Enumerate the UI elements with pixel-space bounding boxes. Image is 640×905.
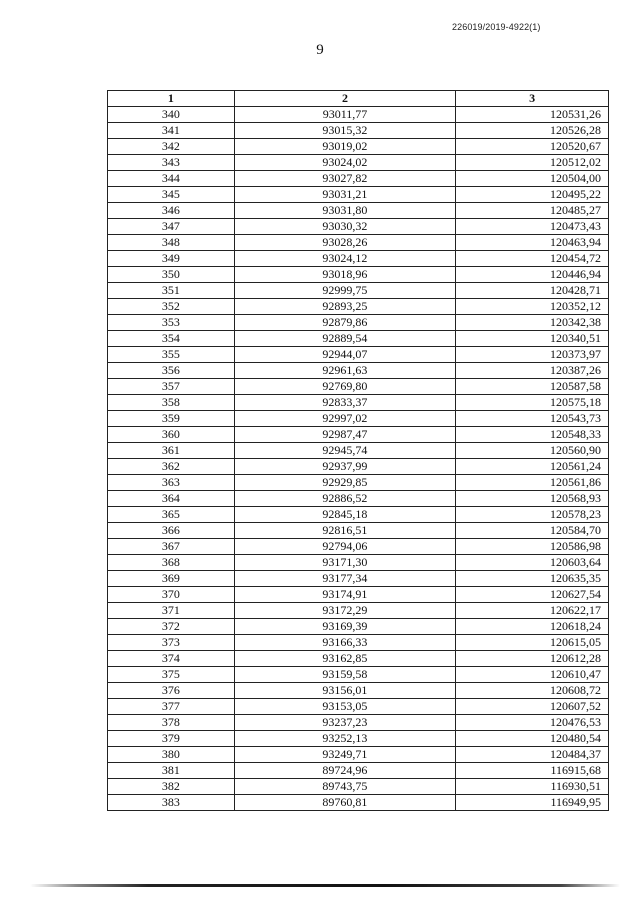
table-row [108,203,609,219]
point-number-cell: 347 [108,219,235,235]
y-coordinate-cell: 120560,90 [456,443,609,459]
x-coordinate-cell: 93030,32 [234,219,456,235]
table-row [108,763,609,779]
point-number-cell: 349 [108,251,235,267]
table-row [108,459,609,475]
point-number-cell: 382 [108,779,235,795]
y-coordinate-cell: 120568,93 [456,491,609,507]
y-coordinate-cell: 116930,51 [456,779,609,795]
point-number-cell: 362 [108,459,235,475]
y-coordinate-cell: 120485,27 [456,203,609,219]
table-row [108,635,609,651]
y-coordinate-cell: 120340,51 [456,331,609,347]
y-coordinate-cell: 120520,67 [456,139,609,155]
point-number-cell: 375 [108,667,235,683]
table-row [108,571,609,587]
table-row [108,379,609,395]
y-coordinate-cell: 120446,94 [456,267,609,283]
y-coordinate-cell: 120607,52 [456,699,609,715]
y-coordinate-cell: 120342,38 [456,315,609,331]
table-row [108,139,609,155]
x-coordinate-cell: 92886,52 [234,491,456,507]
point-number-cell: 363 [108,475,235,491]
table-row [108,155,609,171]
x-coordinate-cell: 89724,96 [234,763,456,779]
point-number-cell: 374 [108,651,235,667]
point-number-cell: 373 [108,635,235,651]
x-coordinate-cell: 92845,18 [234,507,456,523]
y-coordinate-cell: 120622,17 [456,603,609,619]
y-coordinate-cell: 120373,97 [456,347,609,363]
table-row [108,507,609,523]
point-number-cell: 358 [108,395,235,411]
y-coordinate-cell: 120531,26 [456,107,609,123]
y-coordinate-cell: 120612,28 [456,651,609,667]
table-row [108,363,609,379]
y-coordinate-cell: 120584,70 [456,523,609,539]
table-row [108,555,609,571]
point-number-cell: 377 [108,699,235,715]
table-row [108,667,609,683]
table-row [108,299,609,315]
point-number-cell: 361 [108,443,235,459]
header-row [108,91,609,107]
x-coordinate-cell: 93172,29 [234,603,456,619]
table-row [108,315,609,331]
y-coordinate-cell: 120586,98 [456,539,609,555]
x-coordinate-cell: 93174,91 [234,587,456,603]
y-coordinate-cell: 120352,12 [456,299,609,315]
x-coordinate-cell: 93031,21 [234,187,456,203]
y-coordinate-cell: 120548,33 [456,427,609,443]
table-row [108,683,609,699]
y-coordinate-cell: 120543,73 [456,411,609,427]
y-coordinate-cell: 120463,94 [456,235,609,251]
x-coordinate-cell: 89743,75 [234,779,456,795]
point-number-cell: 355 [108,347,235,363]
x-coordinate-cell: 93249,71 [234,747,456,763]
point-number-cell: 345 [108,187,235,203]
y-coordinate-cell: 120578,23 [456,507,609,523]
x-coordinate-cell: 92987,47 [234,427,456,443]
point-number-cell: 378 [108,715,235,731]
table-row [108,619,609,635]
x-coordinate-cell: 93162,85 [234,651,456,667]
point-number-cell: 359 [108,411,235,427]
point-number-cell: 342 [108,139,235,155]
y-coordinate-cell: 120428,71 [456,283,609,299]
table-row [108,187,609,203]
x-coordinate-cell: 93027,82 [234,171,456,187]
table-row [108,731,609,747]
x-coordinate-cell: 93031,80 [234,203,456,219]
point-number-cell: 366 [108,523,235,539]
table-row [108,699,609,715]
x-coordinate-cell: 92929,85 [234,475,456,491]
point-number-cell: 380 [108,747,235,763]
x-coordinate-cell: 93177,34 [234,571,456,587]
x-coordinate-cell: 93171,30 [234,555,456,571]
y-coordinate-cell: 120504,00 [456,171,609,187]
table-row [108,107,609,123]
table-row [108,779,609,795]
point-number-cell: 353 [108,315,235,331]
table-row [108,331,609,347]
table-row [108,411,609,427]
x-coordinate-cell: 93156,01 [234,683,456,699]
page-number: 9 [316,42,324,58]
table-row [108,347,609,363]
point-number-cell: 346 [108,203,235,219]
y-coordinate-cell: 120561,86 [456,475,609,491]
x-coordinate-cell: 92937,99 [234,459,456,475]
x-coordinate-cell: 92816,51 [234,523,456,539]
x-coordinate-cell: 93028,26 [234,235,456,251]
x-coordinate-cell: 93237,23 [234,715,456,731]
x-coordinate-cell: 93159,58 [234,667,456,683]
table-row [108,475,609,491]
point-number-cell: 348 [108,235,235,251]
y-coordinate-cell: 120618,24 [456,619,609,635]
x-coordinate-cell: 92769,80 [234,379,456,395]
point-number-cell: 356 [108,363,235,379]
table-row [108,251,609,267]
y-coordinate-cell: 120476,53 [456,715,609,731]
y-coordinate-cell: 120615,05 [456,635,609,651]
y-coordinate-cell: 120526,28 [456,123,609,139]
y-coordinate-cell: 120561,24 [456,459,609,475]
point-number-cell: 371 [108,603,235,619]
x-coordinate-cell: 92945,74 [234,443,456,459]
point-number-cell: 341 [108,123,235,139]
point-number-cell: 357 [108,379,235,395]
y-coordinate-cell: 120575,18 [456,395,609,411]
table-row [108,651,609,667]
x-coordinate-cell: 92879,86 [234,315,456,331]
y-coordinate-cell: 116915,68 [456,763,609,779]
x-coordinate-cell: 93019,02 [234,139,456,155]
column-header-3: 3 [456,91,609,107]
table-row [108,443,609,459]
table-row [108,539,609,555]
y-coordinate-cell: 116949,95 [456,795,609,811]
y-coordinate-cell: 120454,72 [456,251,609,267]
table-row [108,219,609,235]
table-header [108,91,609,107]
point-number-cell: 344 [108,171,235,187]
table-row [108,395,609,411]
y-coordinate-cell: 120484,37 [456,747,609,763]
y-coordinate-cell: 120495,22 [456,187,609,203]
y-coordinate-cell: 120512,02 [456,155,609,171]
y-coordinate-cell: 120587,58 [456,379,609,395]
point-number-cell: 370 [108,587,235,603]
y-coordinate-cell: 120603,64 [456,555,609,571]
column-header-2: 2 [234,91,456,107]
table-row [108,427,609,443]
point-number-cell: 343 [108,155,235,171]
x-coordinate-cell: 89760,81 [234,795,456,811]
table-row [108,795,609,811]
point-number-cell: 352 [108,299,235,315]
x-coordinate-cell: 92997,02 [234,411,456,427]
document-reference: 226019/2019-4922(1) [452,22,541,32]
x-coordinate-cell: 93015,32 [234,123,456,139]
y-coordinate-cell: 120608,72 [456,683,609,699]
x-coordinate-cell: 93252,13 [234,731,456,747]
table-row [108,715,609,731]
coordinates-table [107,90,609,811]
point-number-cell: 369 [108,571,235,587]
y-coordinate-cell: 120635,35 [456,571,609,587]
x-coordinate-cell: 92889,54 [234,331,456,347]
x-coordinate-cell: 92999,75 [234,283,456,299]
scan-edge-line [30,884,620,887]
point-number-cell: 367 [108,539,235,555]
point-number-cell: 368 [108,555,235,571]
table-row [108,523,609,539]
table-row [108,491,609,507]
point-number-cell: 350 [108,267,235,283]
x-coordinate-cell: 93166,33 [234,635,456,651]
x-coordinate-cell: 92893,25 [234,299,456,315]
point-number-cell: 365 [108,507,235,523]
point-number-cell: 381 [108,763,235,779]
table-row [108,587,609,603]
point-number-cell: 372 [108,619,235,635]
y-coordinate-cell: 120610,47 [456,667,609,683]
point-number-cell: 376 [108,683,235,699]
point-number-cell: 379 [108,731,235,747]
x-coordinate-cell: 93011,77 [234,107,456,123]
y-coordinate-cell: 120480,54 [456,731,609,747]
y-coordinate-cell: 120473,43 [456,219,609,235]
table-row [108,123,609,139]
x-coordinate-cell: 92944,07 [234,347,456,363]
table-row [108,747,609,763]
x-coordinate-cell: 92961,63 [234,363,456,379]
table-body [108,107,609,811]
x-coordinate-cell: 93169,39 [234,619,456,635]
x-coordinate-cell: 93018,96 [234,267,456,283]
point-number-cell: 340 [108,107,235,123]
point-number-cell: 364 [108,491,235,507]
table-row [108,283,609,299]
point-number-cell: 383 [108,795,235,811]
table-row [108,235,609,251]
column-header-1: 1 [108,91,235,107]
table-row [108,171,609,187]
y-coordinate-cell: 120627,54 [456,587,609,603]
point-number-cell: 351 [108,283,235,299]
point-number-cell: 360 [108,427,235,443]
x-coordinate-cell: 93024,02 [234,155,456,171]
x-coordinate-cell: 93024,12 [234,251,456,267]
table-row [108,267,609,283]
point-number-cell: 354 [108,331,235,347]
table-row [108,603,609,619]
x-coordinate-cell: 92794,06 [234,539,456,555]
y-coordinate-cell: 120387,26 [456,363,609,379]
x-coordinate-cell: 92833,37 [234,395,456,411]
x-coordinate-cell: 93153,05 [234,699,456,715]
